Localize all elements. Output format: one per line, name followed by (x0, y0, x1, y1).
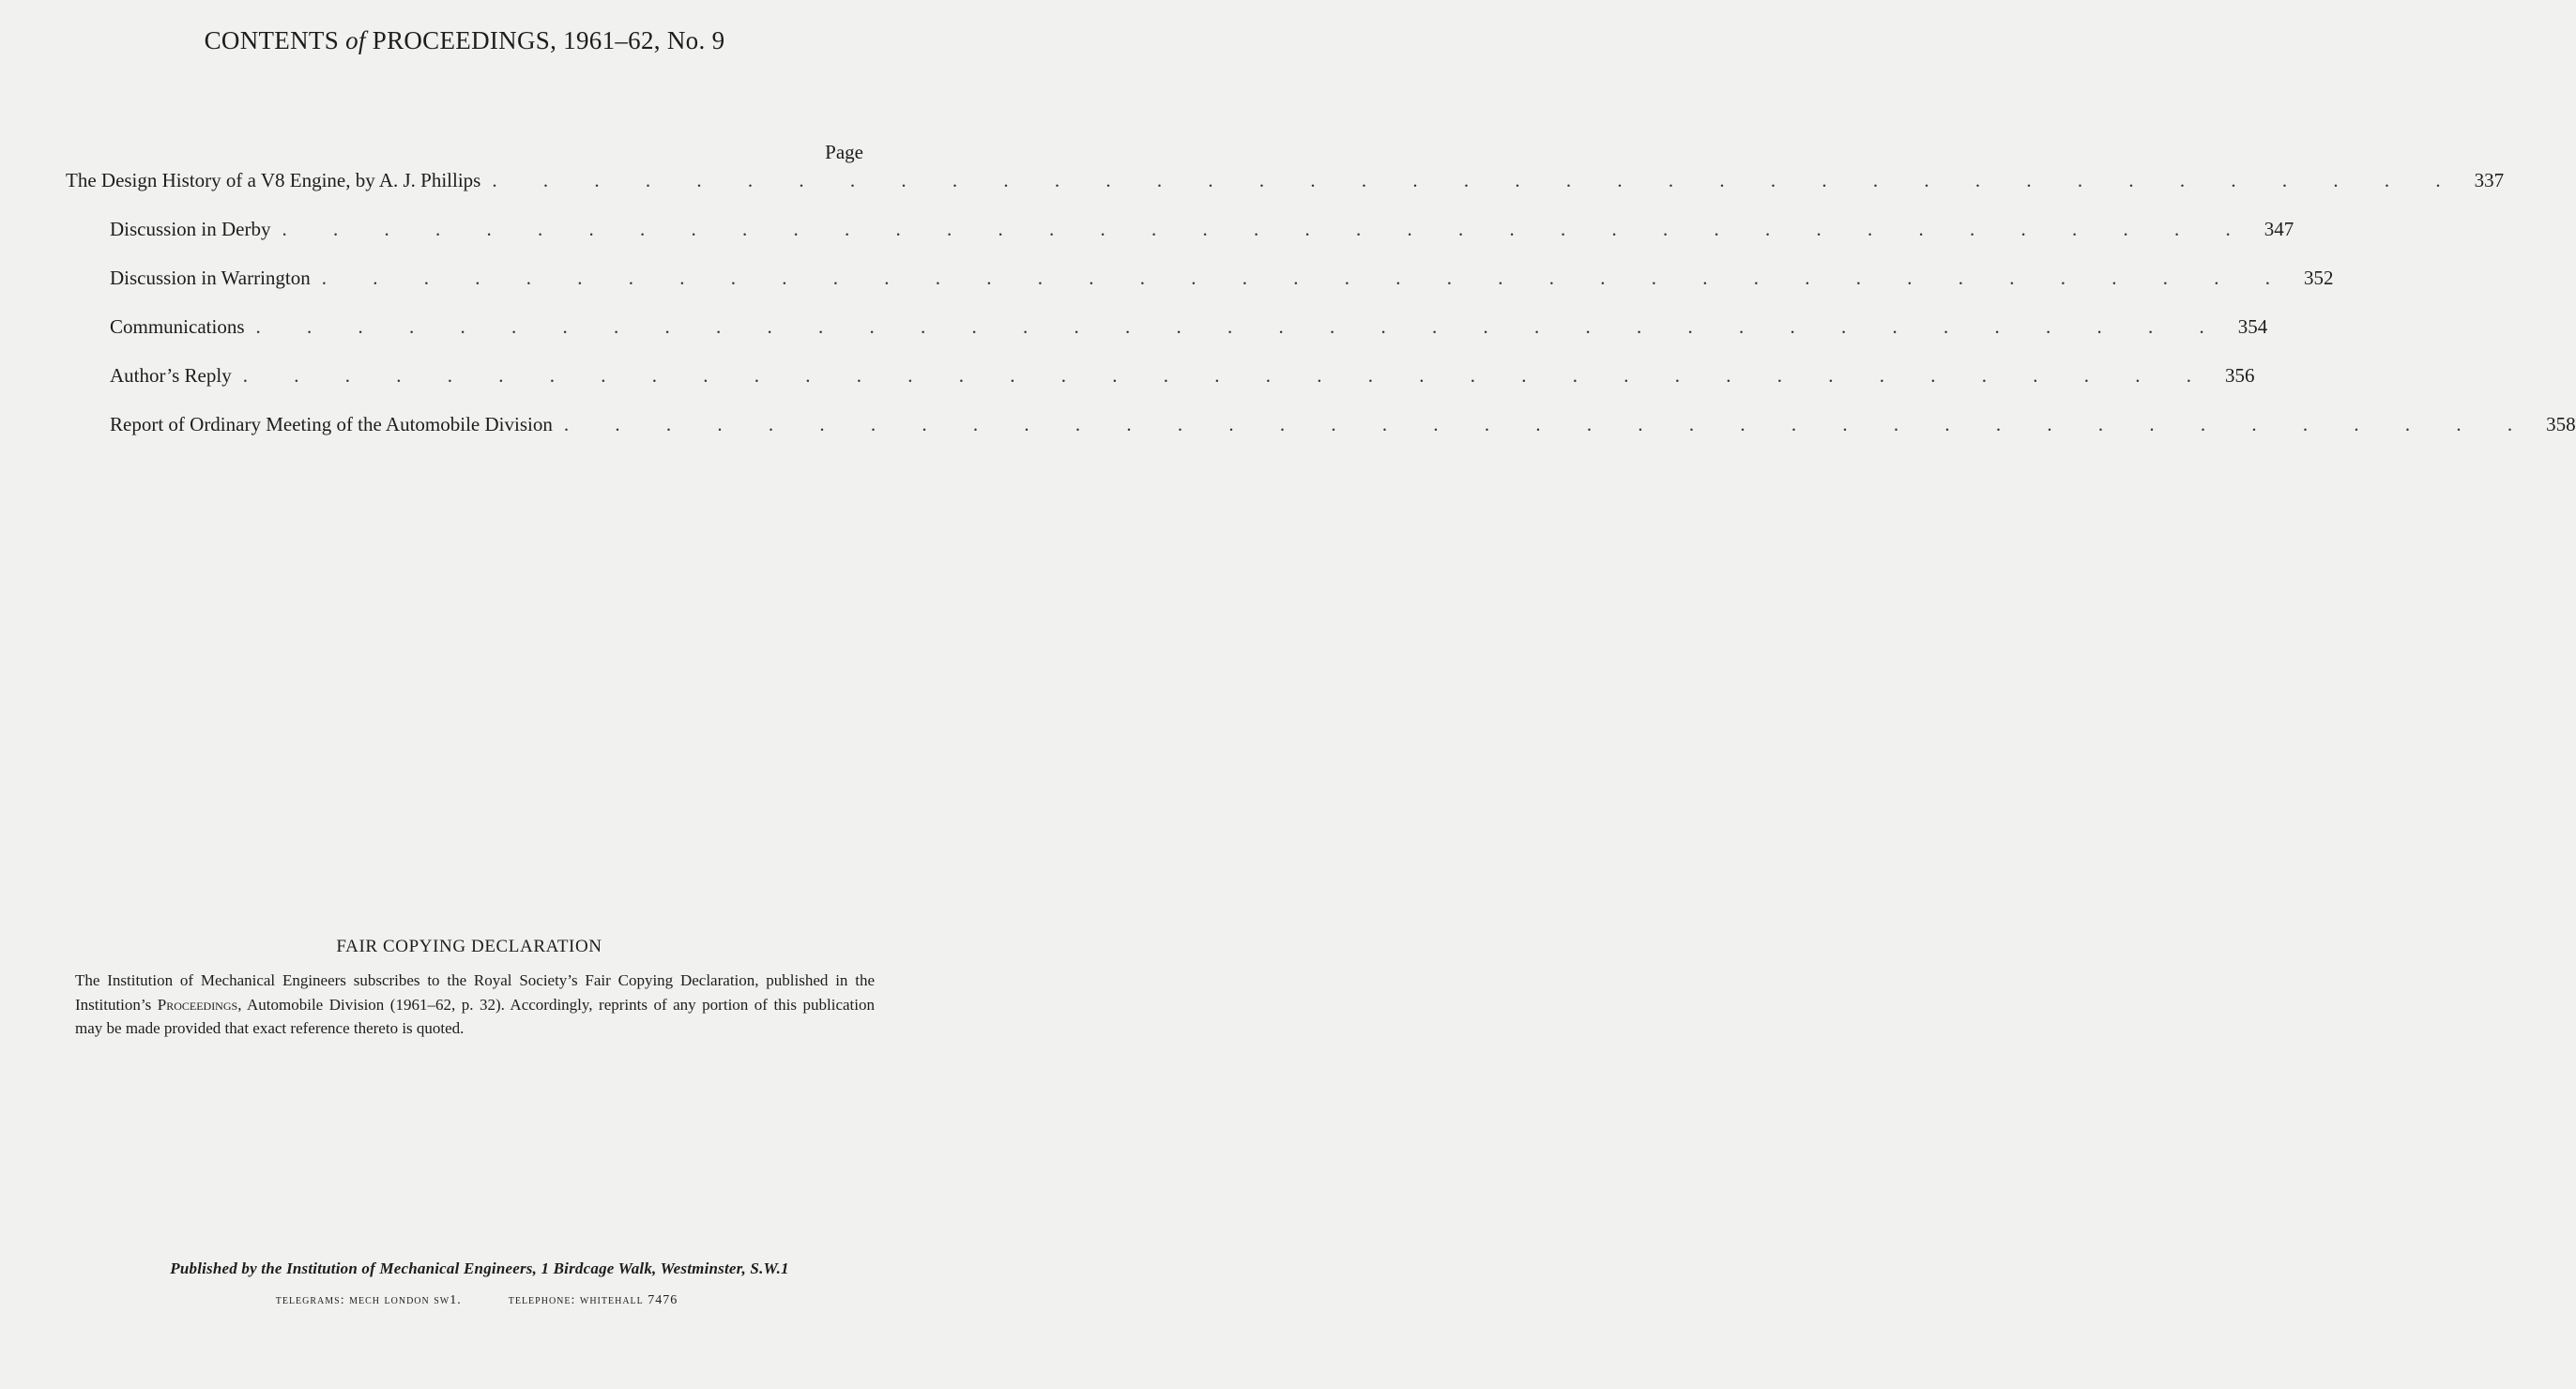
title-pre: CONTENTS (204, 26, 340, 54)
page-title (0, 26, 929, 55)
toc-entry-page: 356 (2224, 364, 2255, 387)
toc-leader-dots: . . . . . . . . . . . . . . . . . . . . . . . . . . . . . . . . . . . . . . . (492, 169, 2462, 191)
toc-entry[interactable] (110, 218, 2294, 244)
toc-entry-label: Author’s Reply (110, 364, 232, 387)
toc-leader-dots: . . . . . . . . . . . . . . . . . . . . . . . . . . . . . . . . . . . . . . . (563, 413, 2534, 435)
page-column-heading: Page (825, 141, 863, 163)
toc-leader-dots: . . . . . . . . . . . . . . . . . . . . . . . . . . . . . . . . . . . . . . . (321, 267, 2291, 289)
declaration-heading: FAIR COPYING DECLARATION (336, 937, 602, 956)
toc-entry[interactable] (110, 364, 2255, 390)
title-of: of (345, 26, 366, 54)
telephone: telephone: whitehall 7476 (508, 1293, 678, 1307)
toc-entry-page: 354 (2237, 315, 2268, 338)
declaration-proceedings: Proceedings (157, 995, 238, 1014)
toc-entry-page: 337 (2474, 169, 2505, 191)
publisher-line: Published by the Institution of Mechanical Engineers, 1 Birdcage Walk, Westminster, S.W.1 (170, 1259, 789, 1277)
toc-entry-label: Report of Ordinary Meeting of the Automobile Division (110, 413, 553, 435)
toc-entry-page: 352 (2304, 267, 2334, 289)
toc-entry[interactable] (66, 169, 2505, 195)
title-post: PROCEEDINGS, 1961–62, No. 9 (372, 26, 725, 54)
toc-entry-page: 358 (2546, 413, 2576, 435)
toc-entry-label: The Design History of a V8 Engine, by A. J. Phillips (66, 169, 481, 191)
toc-entry-label: Discussion in Derby (110, 218, 271, 240)
toc-entry[interactable] (110, 267, 2334, 293)
declaration-text-before: The Institution of Mechanical Engineers subscribes to the Royal Society’s Fair Copying Declaration, published in the Institution’s (75, 971, 875, 1014)
declaration-text (75, 969, 875, 1041)
toc-entry-page: 347 (2264, 218, 2294, 240)
toc-entry-label: Discussion in Warrington (110, 267, 311, 289)
toc-entry-label: Communications (110, 315, 245, 338)
telegrams: telegrams: mech london sw1. (275, 1293, 462, 1307)
toc-leader-dots: . . . . . . . . . . . . . . . . . . . . . . . . . . . . . . . . . . . . . . . (282, 218, 2251, 240)
toc-entry[interactable] (110, 315, 2268, 342)
declaration-text-after: , Automobile Division (1961–62, p. 32). Accordingly, reprints of any portion of this publication may be made provided that exact reference thereto is quoted. (75, 995, 875, 1037)
toc-leader-dots: . . . . . . . . . . . . . . . . . . . . . . . . . . . . . . . . . . . . . . . (255, 315, 2225, 338)
toc-leader-dots: . . . . . . . . . . . . . . . . . . . . . . . . . . . . . . . . . . . . . . . (242, 364, 2212, 387)
contact-line (0, 1293, 953, 1308)
toc-entry[interactable] (110, 413, 2576, 439)
